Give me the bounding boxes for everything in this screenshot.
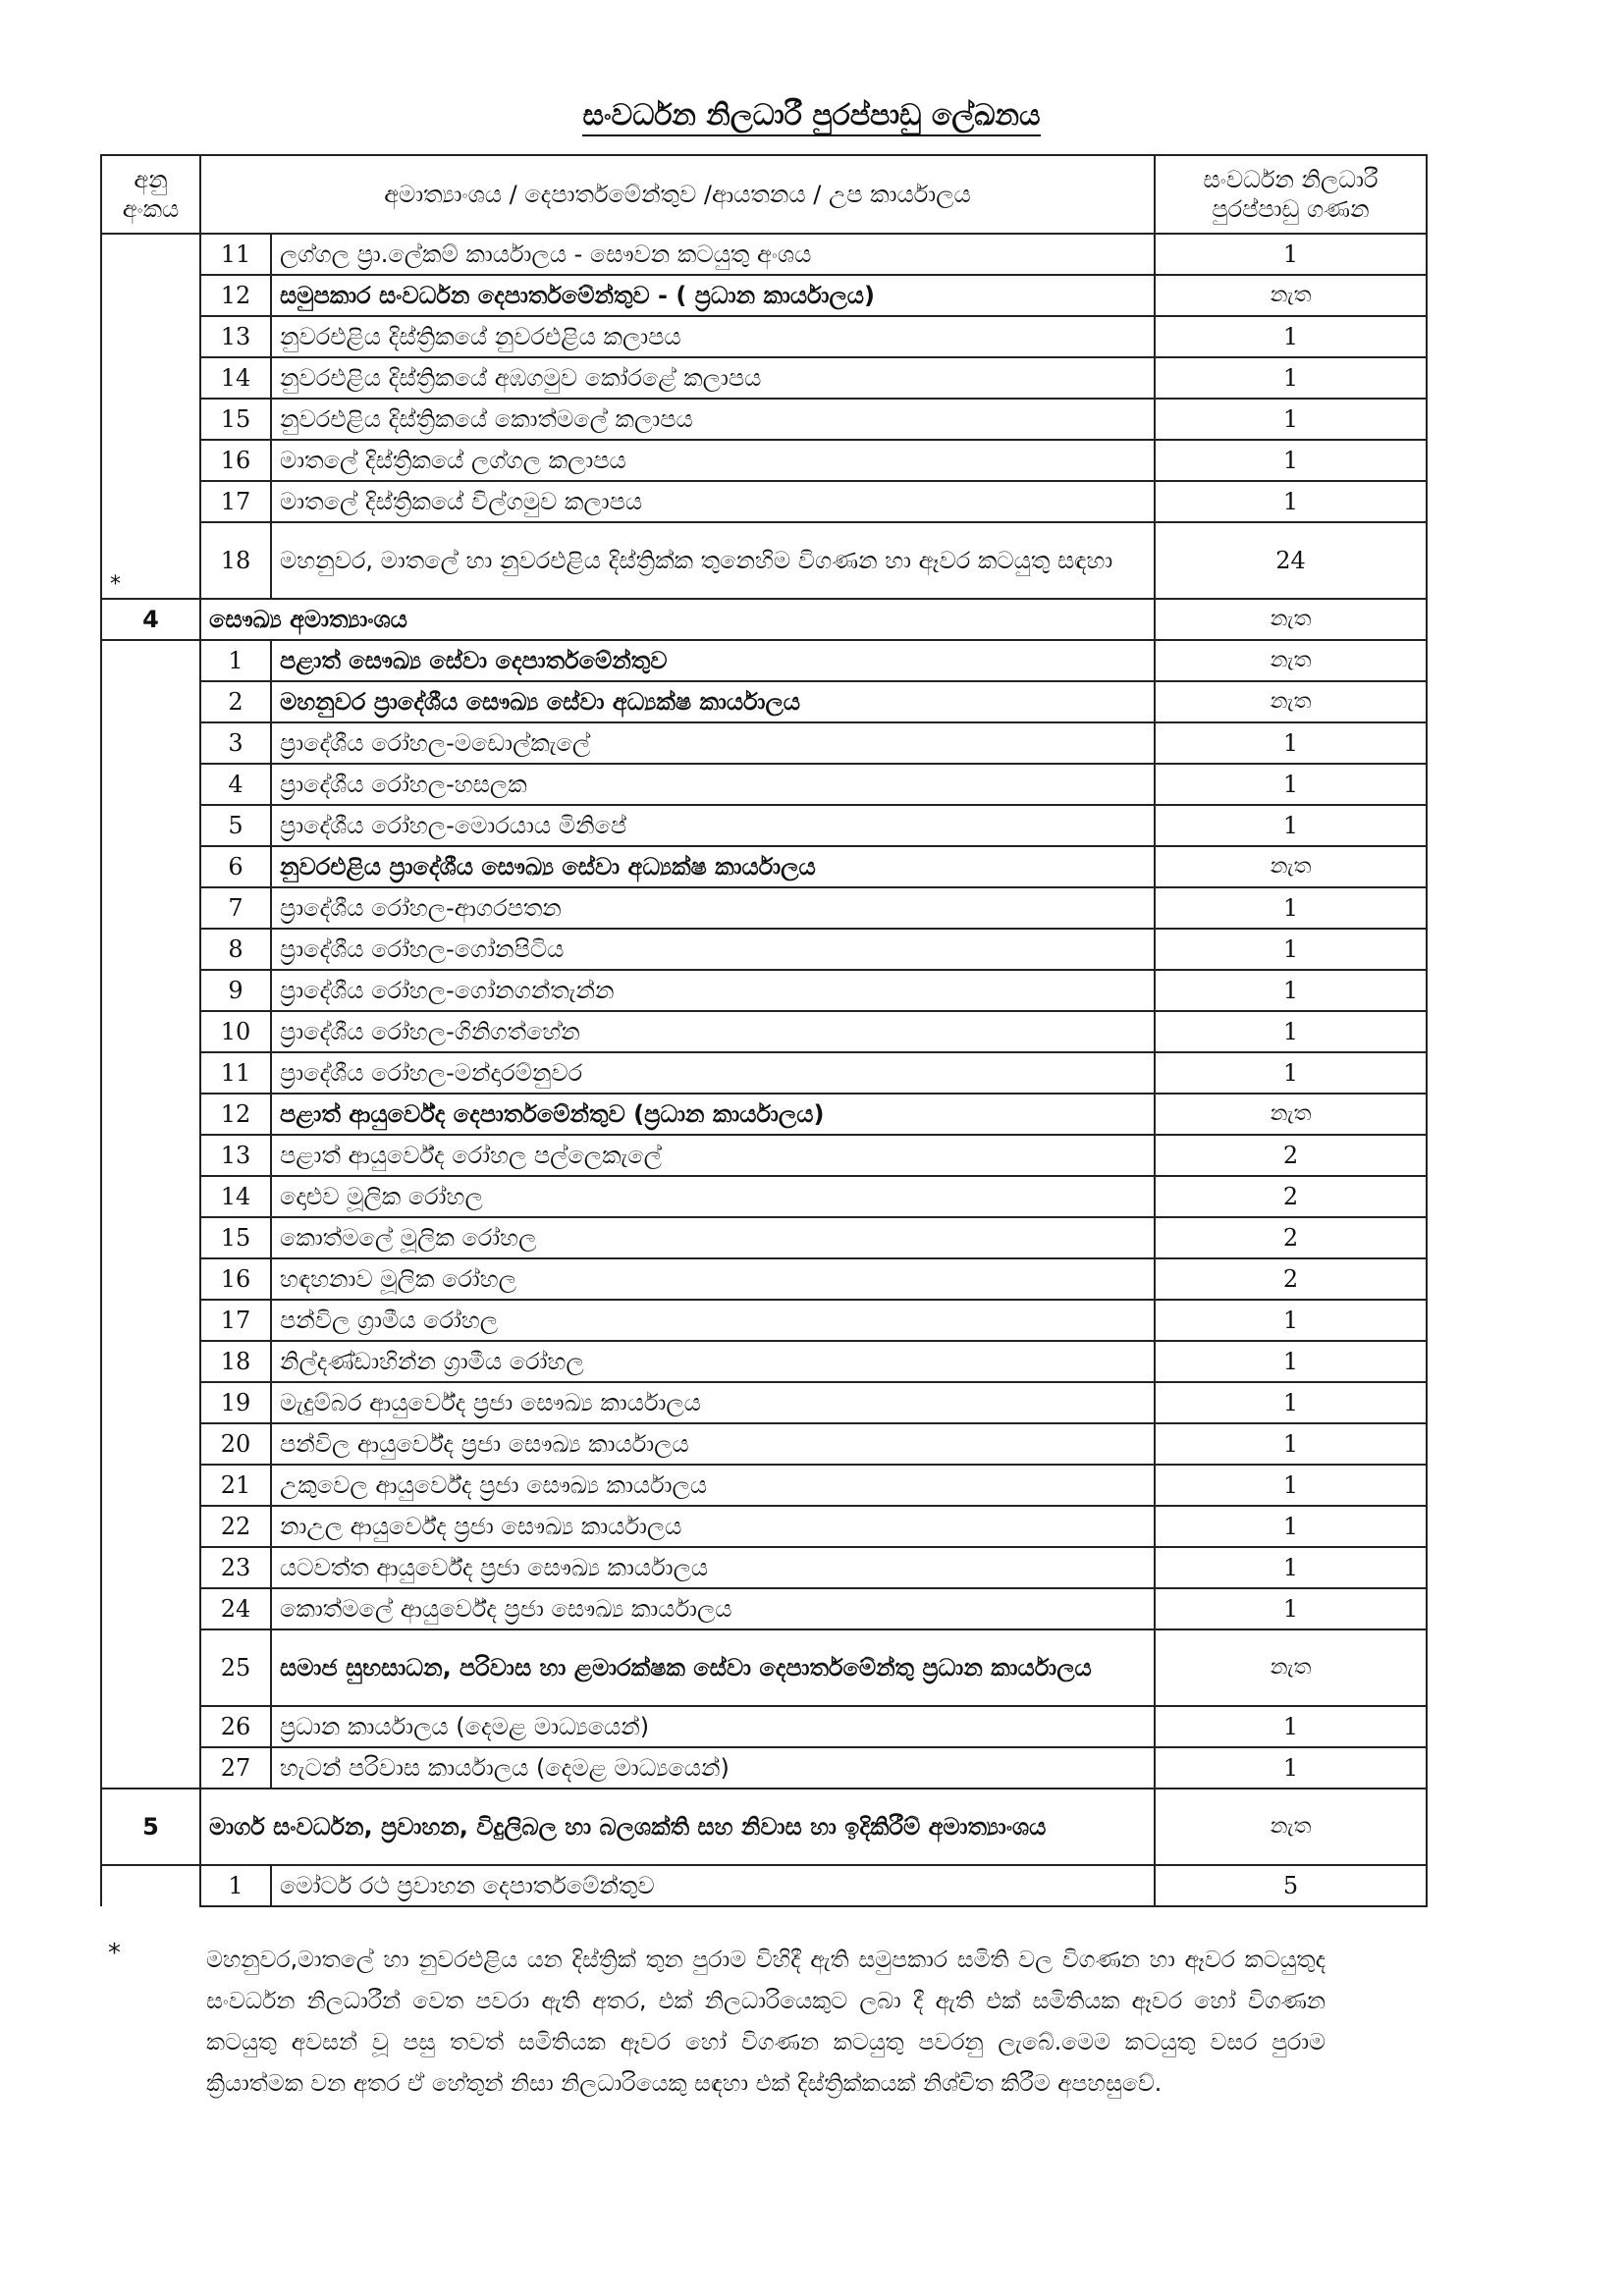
office-name: මහනුවර, මාතලේ හා නුවරඑළිය දිස්ත්‍රික්ක තුනෙහිම විගණන හා ඈවර කටයුතු සඳහා <box>271 522 1155 599</box>
table-row <box>101 1258 1427 1300</box>
office-name: කොත්මලේ ආයුර්වේද ප්‍රජා සෞඛ්‍ය කාර්යාලය <box>271 1588 1155 1629</box>
group-cell <box>101 1258 200 1300</box>
table-row <box>101 1300 1427 1341</box>
vacancy-count: 1 <box>1155 764 1427 805</box>
office-name: මැදුම්බර ආයුර්වේද ප්‍රජා සෞඛ්‍ය කාර්යාලය <box>271 1382 1155 1423</box>
office-name: ප්‍රධාන කාර්යාලය (දෙමළ මාධ්‍යයෙන්) <box>271 1706 1155 1747</box>
table-row <box>101 1465 1427 1506</box>
vacancy-count: 5 <box>1155 1865 1427 1906</box>
group-cell <box>101 722 200 764</box>
vacancy-count: නැත <box>1155 681 1427 722</box>
office-name: ප්‍රාදේශීය රෝහල-මඩොල්කැලේ <box>271 722 1155 764</box>
group-cell <box>101 1423 200 1465</box>
group-cell <box>101 805 200 846</box>
table-row <box>101 681 1427 722</box>
header-serial-no: අනු අංකය <box>101 155 200 234</box>
vacancy-count: 1 <box>1155 1382 1427 1423</box>
office-name: හැටන් පරිවාස කාර්යාලය (දෙමළ මාධ්‍යයෙන්) <box>271 1747 1155 1789</box>
table-row <box>101 846 1427 887</box>
row-sub-number: 20 <box>200 1423 271 1465</box>
row-sub-number: 15 <box>200 399 271 440</box>
group-cell <box>101 640 200 681</box>
group-cell <box>101 481 200 522</box>
vacancy-count: 24 <box>1155 522 1427 599</box>
office-name: ප්‍රාදේශීය රෝහල-මන්දාරම්නුවර <box>271 1052 1155 1094</box>
group-cell: * <box>101 522 200 599</box>
office-name: පළාත් සෞඛ්‍ය සේවා දෙපාර්තමේන්තුව <box>271 640 1155 681</box>
row-sub-number: 11 <box>200 1052 271 1094</box>
table-row <box>101 887 1427 929</box>
row-sub-number: 19 <box>200 1382 271 1423</box>
table-row <box>101 1423 1427 1465</box>
group-cell <box>101 1341 200 1382</box>
table-row <box>101 1706 1427 1747</box>
vacancy-count: 1 <box>1155 1588 1427 1629</box>
group-cell <box>101 1052 200 1094</box>
office-name: සමාජ සුභසාධන, පරිවාස හා ළමාරක්ෂක සේවා දෙපාර්තමේන්තු ප්‍රධාන කාර්යාලය <box>271 1629 1155 1706</box>
vacancy-count: නැත <box>1155 1629 1427 1706</box>
table-row <box>101 764 1427 805</box>
vacancy-count: 1 <box>1155 440 1427 481</box>
group-cell <box>101 1747 200 1789</box>
table-row <box>101 1341 1427 1382</box>
group-cell <box>101 1300 200 1341</box>
row-sub-number: 27 <box>200 1747 271 1789</box>
table-row <box>101 275 1427 316</box>
group-cell <box>101 1176 200 1217</box>
group-cell <box>101 1382 200 1423</box>
vacancy-count: නැත <box>1155 640 1427 681</box>
footnote-text: මහනුවර,මාතලේ හා නුවරඑළිය යන දිස්ත්‍රික් තුන පුරාම විහිදී ඇති සමුපකාර සමිති වල විගණන හා ඈවර කටයුතුද සංවර්ධන නිලධාරීන් වෙත පවරා ඇති අතර, එක් නිලධාරියෙකුට ලබා දී ඇති එක් සමිතියක ඈවර හෝ විගණන කටයුතු අවසන් වූ පසු තවත් සමිතියක ඈවර හෝ විගණන කටයුතු පවරනු ලැබේ.මෙම කටයුතු වසර පුරාම ක්‍රියාත්මක වන අතර ඒ හේතුන් නිසා නිලධාරියෙකු සඳහා එක් දිස්ත්‍රික්කයක් නිශ්චිත කිරීම අපහසුවේ. <box>206 1946 1325 2097</box>
row-sub-number: 13 <box>200 1135 271 1176</box>
row-sub-number: 12 <box>200 275 271 316</box>
table-row <box>101 1588 1427 1629</box>
group-cell <box>101 846 200 887</box>
vacancy-count: 1 <box>1155 1465 1427 1506</box>
vacancy-count: 1 <box>1155 481 1427 522</box>
table-row <box>101 1865 1427 1906</box>
group-cell <box>101 681 200 722</box>
row-sub-number: 8 <box>200 929 271 970</box>
office-name: මාතලේ දිස්ත්‍රිකයේ ලග්ගල කලාපය <box>271 440 1155 481</box>
vacancy-count: නැත <box>1155 1789 1427 1865</box>
office-name: මහනුවර ප්‍රාදේශීය සෞඛ්‍ය සේවා අධ්‍යක්ෂ කාර්යාලය <box>271 681 1155 722</box>
footnote-star: * <box>108 1939 121 1968</box>
vacancy-count: 1 <box>1155 1423 1427 1465</box>
office-name: පළාත් ආයුර්වේද රෝහල පල්ලෙකැලේ <box>271 1135 1155 1176</box>
table-row <box>101 1629 1427 1706</box>
vacancy-count: 1 <box>1155 1300 1427 1341</box>
row-sub-number: 5 <box>200 805 271 846</box>
group-cell <box>101 887 200 929</box>
vacancy-count: 1 <box>1155 887 1427 929</box>
row-sub-number: 14 <box>200 1176 271 1217</box>
office-name: යටවත්ත ආයුර්වේද ප්‍රජා සෞඛ්‍ය කාර්යාලය <box>271 1547 1155 1588</box>
vacancy-count: නැත <box>1155 275 1427 316</box>
table-row <box>101 1747 1427 1789</box>
group-cell <box>101 440 200 481</box>
ministry-row <box>101 599 1427 640</box>
ministry-row <box>101 1789 1427 1865</box>
row-sub-number: 17 <box>200 481 271 522</box>
row-sub-number: 17 <box>200 1300 271 1341</box>
table-row <box>101 481 1427 522</box>
group-cell <box>101 1588 200 1629</box>
header-organization: අමාත්‍යාංශය / දෙපාර්තමේන්තුව /ආයතනය / උප කාර්යාලය <box>200 155 1155 234</box>
office-name: පන්විල ග්‍රාමීය රෝහල <box>271 1300 1155 1341</box>
group-cell <box>101 1706 200 1747</box>
vacancy-count: 1 <box>1155 805 1427 846</box>
table-row <box>101 522 1427 599</box>
ministry-name: මාර්ග සංවර්ධන, ප්‍රවාහන, විදුලිබල හා බලශක්ති සහ නිවාස හා ඉදිකිරීම් අමාත්‍යාංශය <box>200 1789 1155 1865</box>
vacancy-count: නැත <box>1155 1094 1427 1135</box>
office-name: දොළුව මූලික රෝහල <box>271 1176 1155 1217</box>
row-sub-number: 9 <box>200 970 271 1011</box>
row-sub-number: 2 <box>200 681 271 722</box>
row-sub-number: 13 <box>200 316 271 357</box>
vacancy-table <box>100 154 1428 1907</box>
row-sub-number: 25 <box>200 1629 271 1706</box>
row-sub-number: 10 <box>200 1011 271 1052</box>
table-header-row <box>101 155 1427 234</box>
vacancy-count: 1 <box>1155 970 1427 1011</box>
group-cell <box>101 1011 200 1052</box>
ministry-name: සෞඛ්‍ය අමාත්‍යාංශය <box>200 599 1155 640</box>
office-name: ප්‍රාදේශීය රෝහල-ගෝනපිටිය <box>271 929 1155 970</box>
vacancy-count: 1 <box>1155 1747 1427 1789</box>
vacancy-count: 1 <box>1155 234 1427 275</box>
row-sub-number: 12 <box>200 1094 271 1135</box>
row-sub-number: 1 <box>200 1865 271 1906</box>
table-row <box>101 970 1427 1011</box>
office-name: නුවරඑළිය දිස්ත්‍රිකයේ අඹගමුව කෝරළේ කලාපය <box>271 357 1155 399</box>
row-sub-number: 11 <box>200 234 271 275</box>
vacancy-count: 1 <box>1155 1341 1427 1382</box>
table-row <box>101 399 1427 440</box>
vacancy-count: 1 <box>1155 357 1427 399</box>
row-sub-number: 18 <box>200 522 271 599</box>
office-name: පළාත් ආයුර්වේද දෙපාර්තමේන්තුව (ප්‍රධාන කාර්යාලය) <box>271 1094 1155 1135</box>
vacancy-count: නැත <box>1155 846 1427 887</box>
row-sub-number: 26 <box>200 1706 271 1747</box>
office-name: ලග්ගල ප්‍රා.ලේකම් කාර්යාලය - සෞවන කටයුතු අංශය <box>271 234 1155 275</box>
group-cell <box>101 275 200 316</box>
row-sub-number: 24 <box>200 1588 271 1629</box>
office-name: ප්‍රාදේශීය රෝහල-ගිනිගත්හේන <box>271 1011 1155 1052</box>
office-name: මාතලේ දිස්ත්‍රිකයේ විල්ගමුව කලාපය <box>271 481 1155 522</box>
vacancy-count: 1 <box>1155 929 1427 970</box>
table-row <box>101 1217 1427 1258</box>
office-name: නාඋල ආයුර්වේද ප්‍රජා සෞඛ්‍ය කාර්යාලය <box>271 1506 1155 1547</box>
row-sub-number: 23 <box>200 1547 271 1588</box>
row-sub-number: 1 <box>200 640 271 681</box>
vacancy-count: 1 <box>1155 1052 1427 1094</box>
table-row <box>101 722 1427 764</box>
group-cell <box>101 970 200 1011</box>
office-name: නිල්දණ්ඩාහින්න ග්‍රාමීය රෝහල <box>271 1341 1155 1382</box>
vacancy-count: 1 <box>1155 1706 1427 1747</box>
row-sub-number: 14 <box>200 357 271 399</box>
page-title: සංවර්ධන නිලධාරී පුරප්පාඩු ලේඛනය <box>0 98 1623 133</box>
table-row <box>101 1135 1427 1176</box>
vacancy-count: 2 <box>1155 1217 1427 1258</box>
office-name: ප්‍රාදේශීය රෝහල-ගෝනගන්තැන්න <box>271 970 1155 1011</box>
office-name: ප්‍රාදේශීය රෝහල-හසලක <box>271 764 1155 805</box>
group-cell <box>101 316 200 357</box>
table-row <box>101 316 1427 357</box>
group-cell <box>101 1135 200 1176</box>
office-name: පන්විල ආයුර්වේද ප්‍රජා සෞඛ්‍ය කාර්යාලය <box>271 1423 1155 1465</box>
office-name: හඳහනාව මූලික රෝහල <box>271 1258 1155 1300</box>
ministry-number: 5 <box>101 1789 200 1865</box>
row-sub-number: 21 <box>200 1465 271 1506</box>
office-name: උකුවෙල ආයුර්වේද ප්‍රජා සෞඛ්‍ය කාර්යාලය <box>271 1465 1155 1506</box>
vacancy-count: 2 <box>1155 1135 1427 1176</box>
table-row <box>101 1382 1427 1423</box>
vacancy-count: 2 <box>1155 1258 1427 1300</box>
group-cell <box>101 929 200 970</box>
vacancy-count: 1 <box>1155 316 1427 357</box>
header-vacancy-count: සංවර්ධන නිලධාරී පුරප්පාඩු ගණන <box>1155 155 1427 234</box>
vacancy-count: 1 <box>1155 1506 1427 1547</box>
row-sub-number: 6 <box>200 846 271 887</box>
vacancy-count: 1 <box>1155 722 1427 764</box>
table-row <box>101 1052 1427 1094</box>
table-row <box>101 929 1427 970</box>
table-row <box>101 805 1427 846</box>
table-row <box>101 440 1427 481</box>
office-name: කොත්මලේ මූලික රෝහල <box>271 1217 1155 1258</box>
vacancy-count: 1 <box>1155 1011 1427 1052</box>
office-name: සමුපකාර සංවර්ධන දෙපාර්තමේන්තුව - ( ප්‍රධාන කාර්යාලය) <box>271 275 1155 316</box>
office-name: නුවරඑළිය දිස්ත්‍රිකයේ නුවරඑළිය කලාපය <box>271 316 1155 357</box>
table-row <box>101 1547 1427 1588</box>
group-cell <box>101 234 200 275</box>
office-name: ප්‍රාදේශීය රෝහල-ආගරපතන <box>271 887 1155 929</box>
ministry-number: 4 <box>101 599 200 640</box>
group-cell <box>101 764 200 805</box>
vacancy-count: 1 <box>1155 399 1427 440</box>
row-sub-number: 22 <box>200 1506 271 1547</box>
group-cell <box>101 357 200 399</box>
vacancy-count: 1 <box>1155 1547 1427 1588</box>
office-name: ප්‍රාදේශීය රෝහල-මොරයාය මිනිපේ <box>271 805 1155 846</box>
table-row <box>101 1094 1427 1135</box>
group-cell <box>101 399 200 440</box>
group-cell <box>101 1465 200 1506</box>
group-cell <box>101 1629 200 1706</box>
group-cell <box>101 1217 200 1258</box>
group-cell <box>101 1865 200 1906</box>
table-row <box>101 1506 1427 1547</box>
office-name: මෝටර් රථ ප්‍රවාහන දෙපාර්තමේන්තුව <box>271 1865 1155 1906</box>
row-sub-number: 3 <box>200 722 271 764</box>
table-row <box>101 234 1427 275</box>
table-row <box>101 357 1427 399</box>
vacancy-count: නැත <box>1155 599 1427 640</box>
vacancy-count: 2 <box>1155 1176 1427 1217</box>
footnote <box>108 1939 1325 2104</box>
row-sub-number: 4 <box>200 764 271 805</box>
group-cell <box>101 1547 200 1588</box>
row-sub-number: 16 <box>200 1258 271 1300</box>
row-sub-number: 16 <box>200 440 271 481</box>
row-sub-number: 15 <box>200 1217 271 1258</box>
group-cell <box>101 1506 200 1547</box>
group-cell <box>101 1094 200 1135</box>
row-sub-number: 18 <box>200 1341 271 1382</box>
office-name: නුවරඑළිය දිස්ත්‍රිකයේ කොත්මලේ කලාපය <box>271 399 1155 440</box>
table-row <box>101 640 1427 681</box>
table-row <box>101 1011 1427 1052</box>
table-body <box>101 234 1427 1906</box>
row-sub-number: 7 <box>200 887 271 929</box>
table-row <box>101 1176 1427 1217</box>
office-name: නුවරඑළිය ප්‍රාදේශීය සෞඛ්‍ය සේවා අධ්‍යක්ෂ කාර්යාලය <box>271 846 1155 887</box>
